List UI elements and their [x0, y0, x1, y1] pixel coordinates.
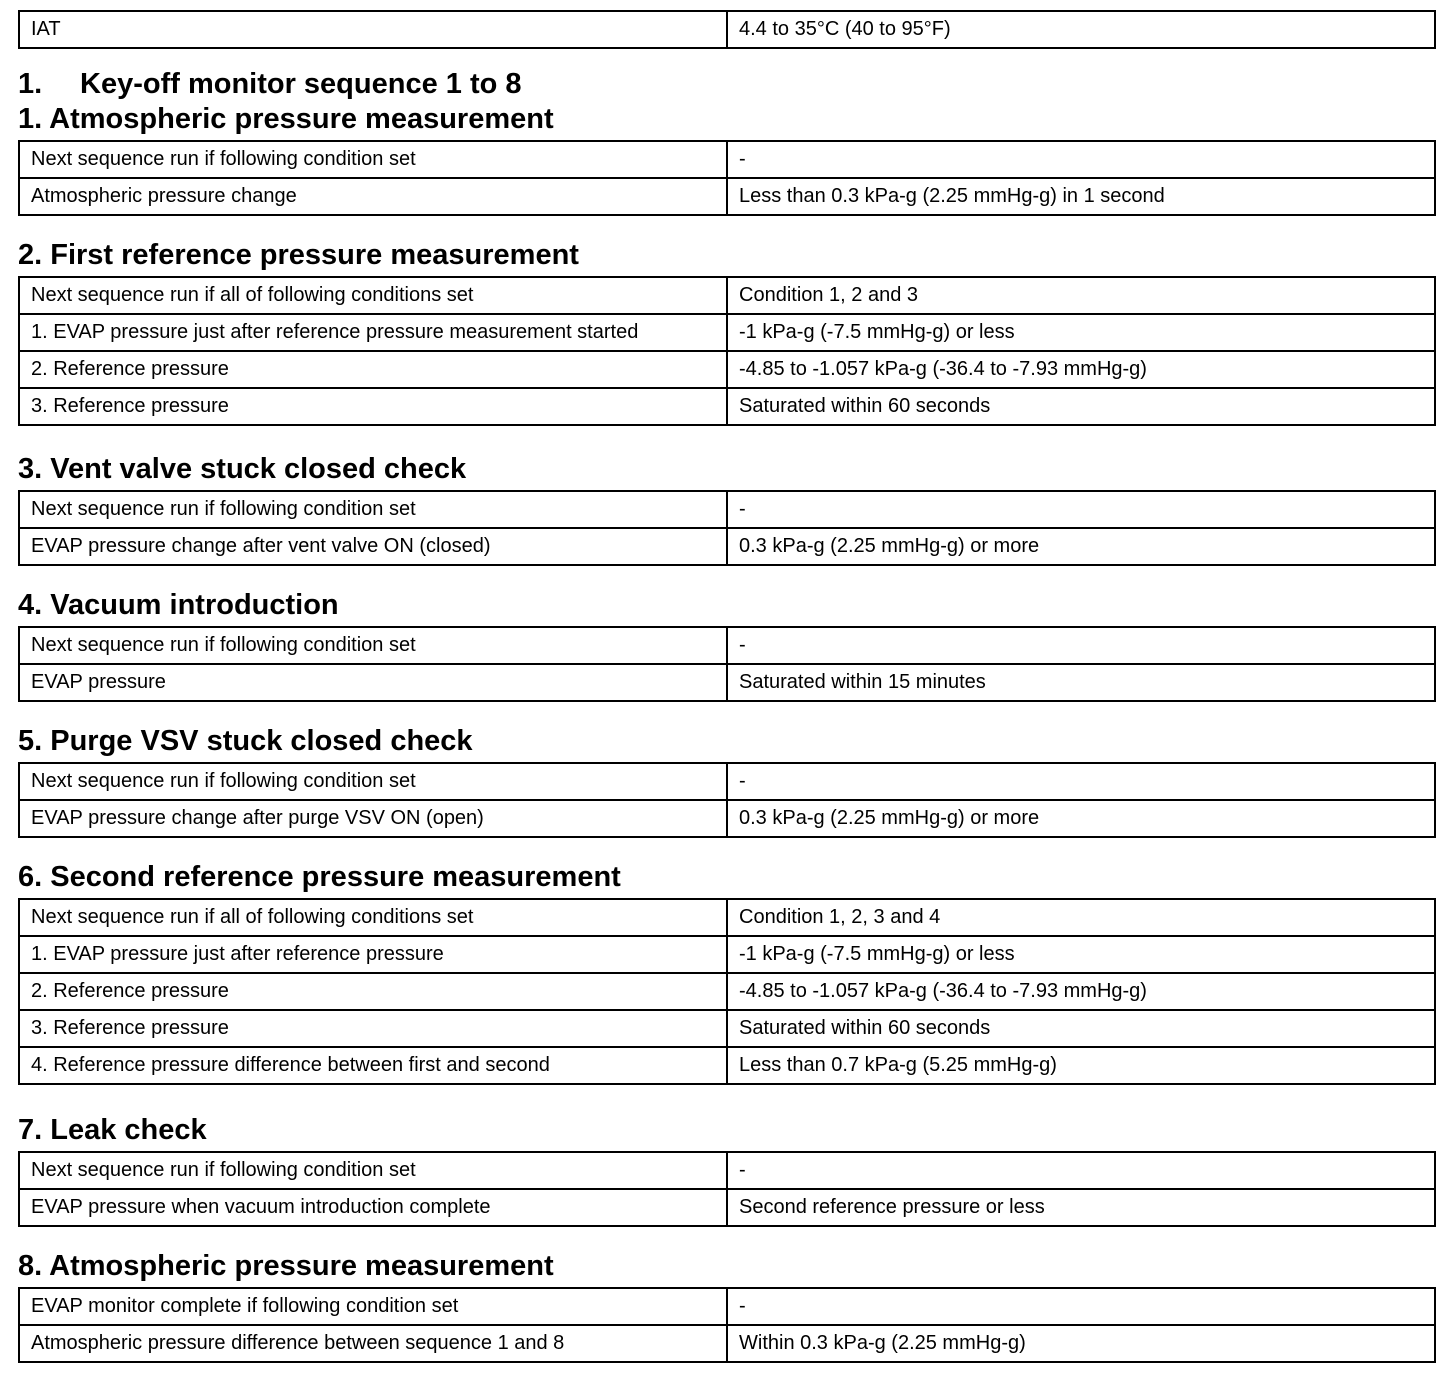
condition-label: 3. Reference pressure	[19, 1010, 727, 1047]
section-table	[18, 276, 1436, 426]
table-row	[19, 1288, 1435, 1325]
section-table	[18, 898, 1436, 1085]
condition-value: 0.3 kPa-g (2.25 mmHg-g) or more	[727, 528, 1435, 565]
condition-label: 4. Reference pressure difference between first and second	[19, 1047, 727, 1084]
section-table	[18, 140, 1436, 216]
section-heading: 7. Leak check	[18, 1114, 207, 1146]
condition-value: -4.85 to -1.057 kPa-g (-36.4 to -7.93 mmHg-g)	[727, 351, 1435, 388]
table-row	[19, 314, 1435, 351]
table-row	[19, 936, 1435, 973]
condition-label: Next sequence run if following condition set	[19, 1152, 727, 1189]
main-heading-number: 1.	[18, 68, 43, 100]
table-row	[19, 1325, 1435, 1362]
section-table	[18, 1287, 1436, 1363]
table-row	[19, 277, 1435, 314]
condition-label: Next sequence run if following condition set	[19, 763, 727, 800]
condition-value: -	[727, 1152, 1435, 1189]
condition-label: 2. Reference pressure	[19, 973, 727, 1010]
table-row	[19, 11, 1435, 48]
condition-label: Next sequence run if following condition set	[19, 141, 727, 178]
condition-label: 1. EVAP pressure just after reference pressure measurement started	[19, 314, 727, 351]
table-row	[19, 973, 1435, 1010]
condition-value: Saturated within 60 seconds	[727, 388, 1435, 425]
condition-label: EVAP pressure change after vent valve ON (closed)	[19, 528, 727, 565]
condition-value: -	[727, 1288, 1435, 1325]
section-heading: 5. Purge VSV stuck closed check	[18, 725, 473, 757]
condition-value: Condition 1, 2, 3 and 4	[727, 899, 1435, 936]
condition-value: Less than 0.3 kPa-g (2.25 mmHg-g) in 1 second	[727, 178, 1435, 215]
condition-value: Saturated within 60 seconds	[727, 1010, 1435, 1047]
section-table	[18, 1151, 1436, 1227]
iat-table	[18, 10, 1436, 49]
condition-label: Next sequence run if all of following conditions set	[19, 899, 727, 936]
condition-value: 4.4 to 35°C (40 to 95°F)	[727, 11, 1435, 48]
condition-value: -	[727, 491, 1435, 528]
table-row	[19, 141, 1435, 178]
condition-label: Atmospheric pressure change	[19, 178, 727, 215]
section-heading: 1. Atmospheric pressure measurement	[18, 103, 554, 135]
condition-label: EVAP pressure when vacuum introduction complete	[19, 1189, 727, 1226]
section-heading: 8. Atmospheric pressure measurement	[18, 1250, 554, 1282]
main-heading	[18, 66, 522, 102]
table-row	[19, 178, 1435, 215]
condition-value: -1 kPa-g (-7.5 mmHg-g) or less	[727, 314, 1435, 351]
main-heading-title: Key-off monitor sequence 1 to 8	[80, 68, 522, 100]
condition-label: EVAP pressure	[19, 664, 727, 701]
section-heading: 3. Vent valve stuck closed check	[18, 453, 467, 485]
table-row	[19, 1152, 1435, 1189]
condition-label: 2. Reference pressure	[19, 351, 727, 388]
condition-value: Second reference pressure or less	[727, 1189, 1435, 1226]
table-row	[19, 627, 1435, 664]
section-table	[18, 762, 1436, 838]
condition-value: -	[727, 763, 1435, 800]
condition-value: -1 kPa-g (-7.5 mmHg-g) or less	[727, 936, 1435, 973]
section-table	[18, 626, 1436, 702]
condition-label: Atmospheric pressure difference between sequence 1 and 8	[19, 1325, 727, 1362]
section-table	[18, 490, 1436, 566]
condition-value: -4.85 to -1.057 kPa-g (-36.4 to -7.93 mmHg-g)	[727, 973, 1435, 1010]
condition-value: 0.3 kPa-g (2.25 mmHg-g) or more	[727, 800, 1435, 837]
condition-label: EVAP pressure change after purge VSV ON (open)	[19, 800, 727, 837]
table-row	[19, 1047, 1435, 1084]
table-row	[19, 1189, 1435, 1226]
condition-label: Next sequence run if following condition set	[19, 491, 727, 528]
section-heading: 4. Vacuum introduction	[18, 589, 339, 621]
table-row	[19, 1010, 1435, 1047]
table-row	[19, 664, 1435, 701]
table-row	[19, 899, 1435, 936]
condition-value: Condition 1, 2 and 3	[727, 277, 1435, 314]
condition-label: Next sequence run if all of following conditions set	[19, 277, 727, 314]
condition-value: -	[727, 627, 1435, 664]
table-row	[19, 528, 1435, 565]
section-heading: 2. First reference pressure measurement	[18, 239, 579, 271]
condition-label: EVAP monitor complete if following condition set	[19, 1288, 727, 1325]
table-row	[19, 388, 1435, 425]
table-row	[19, 491, 1435, 528]
condition-value: -	[727, 141, 1435, 178]
section-heading: 6. Second reference pressure measurement	[18, 861, 621, 893]
table-row	[19, 351, 1435, 388]
condition-label: IAT	[19, 11, 727, 48]
condition-value: Less than 0.7 kPa-g (5.25 mmHg-g)	[727, 1047, 1435, 1084]
condition-label: 3. Reference pressure	[19, 388, 727, 425]
condition-value: Saturated within 15 minutes	[727, 664, 1435, 701]
table-row	[19, 800, 1435, 837]
table-row	[19, 763, 1435, 800]
condition-label: Next sequence run if following condition set	[19, 627, 727, 664]
condition-value: Within 0.3 kPa-g (2.25 mmHg-g)	[727, 1325, 1435, 1362]
condition-label: 1. EVAP pressure just after reference pressure	[19, 936, 727, 973]
